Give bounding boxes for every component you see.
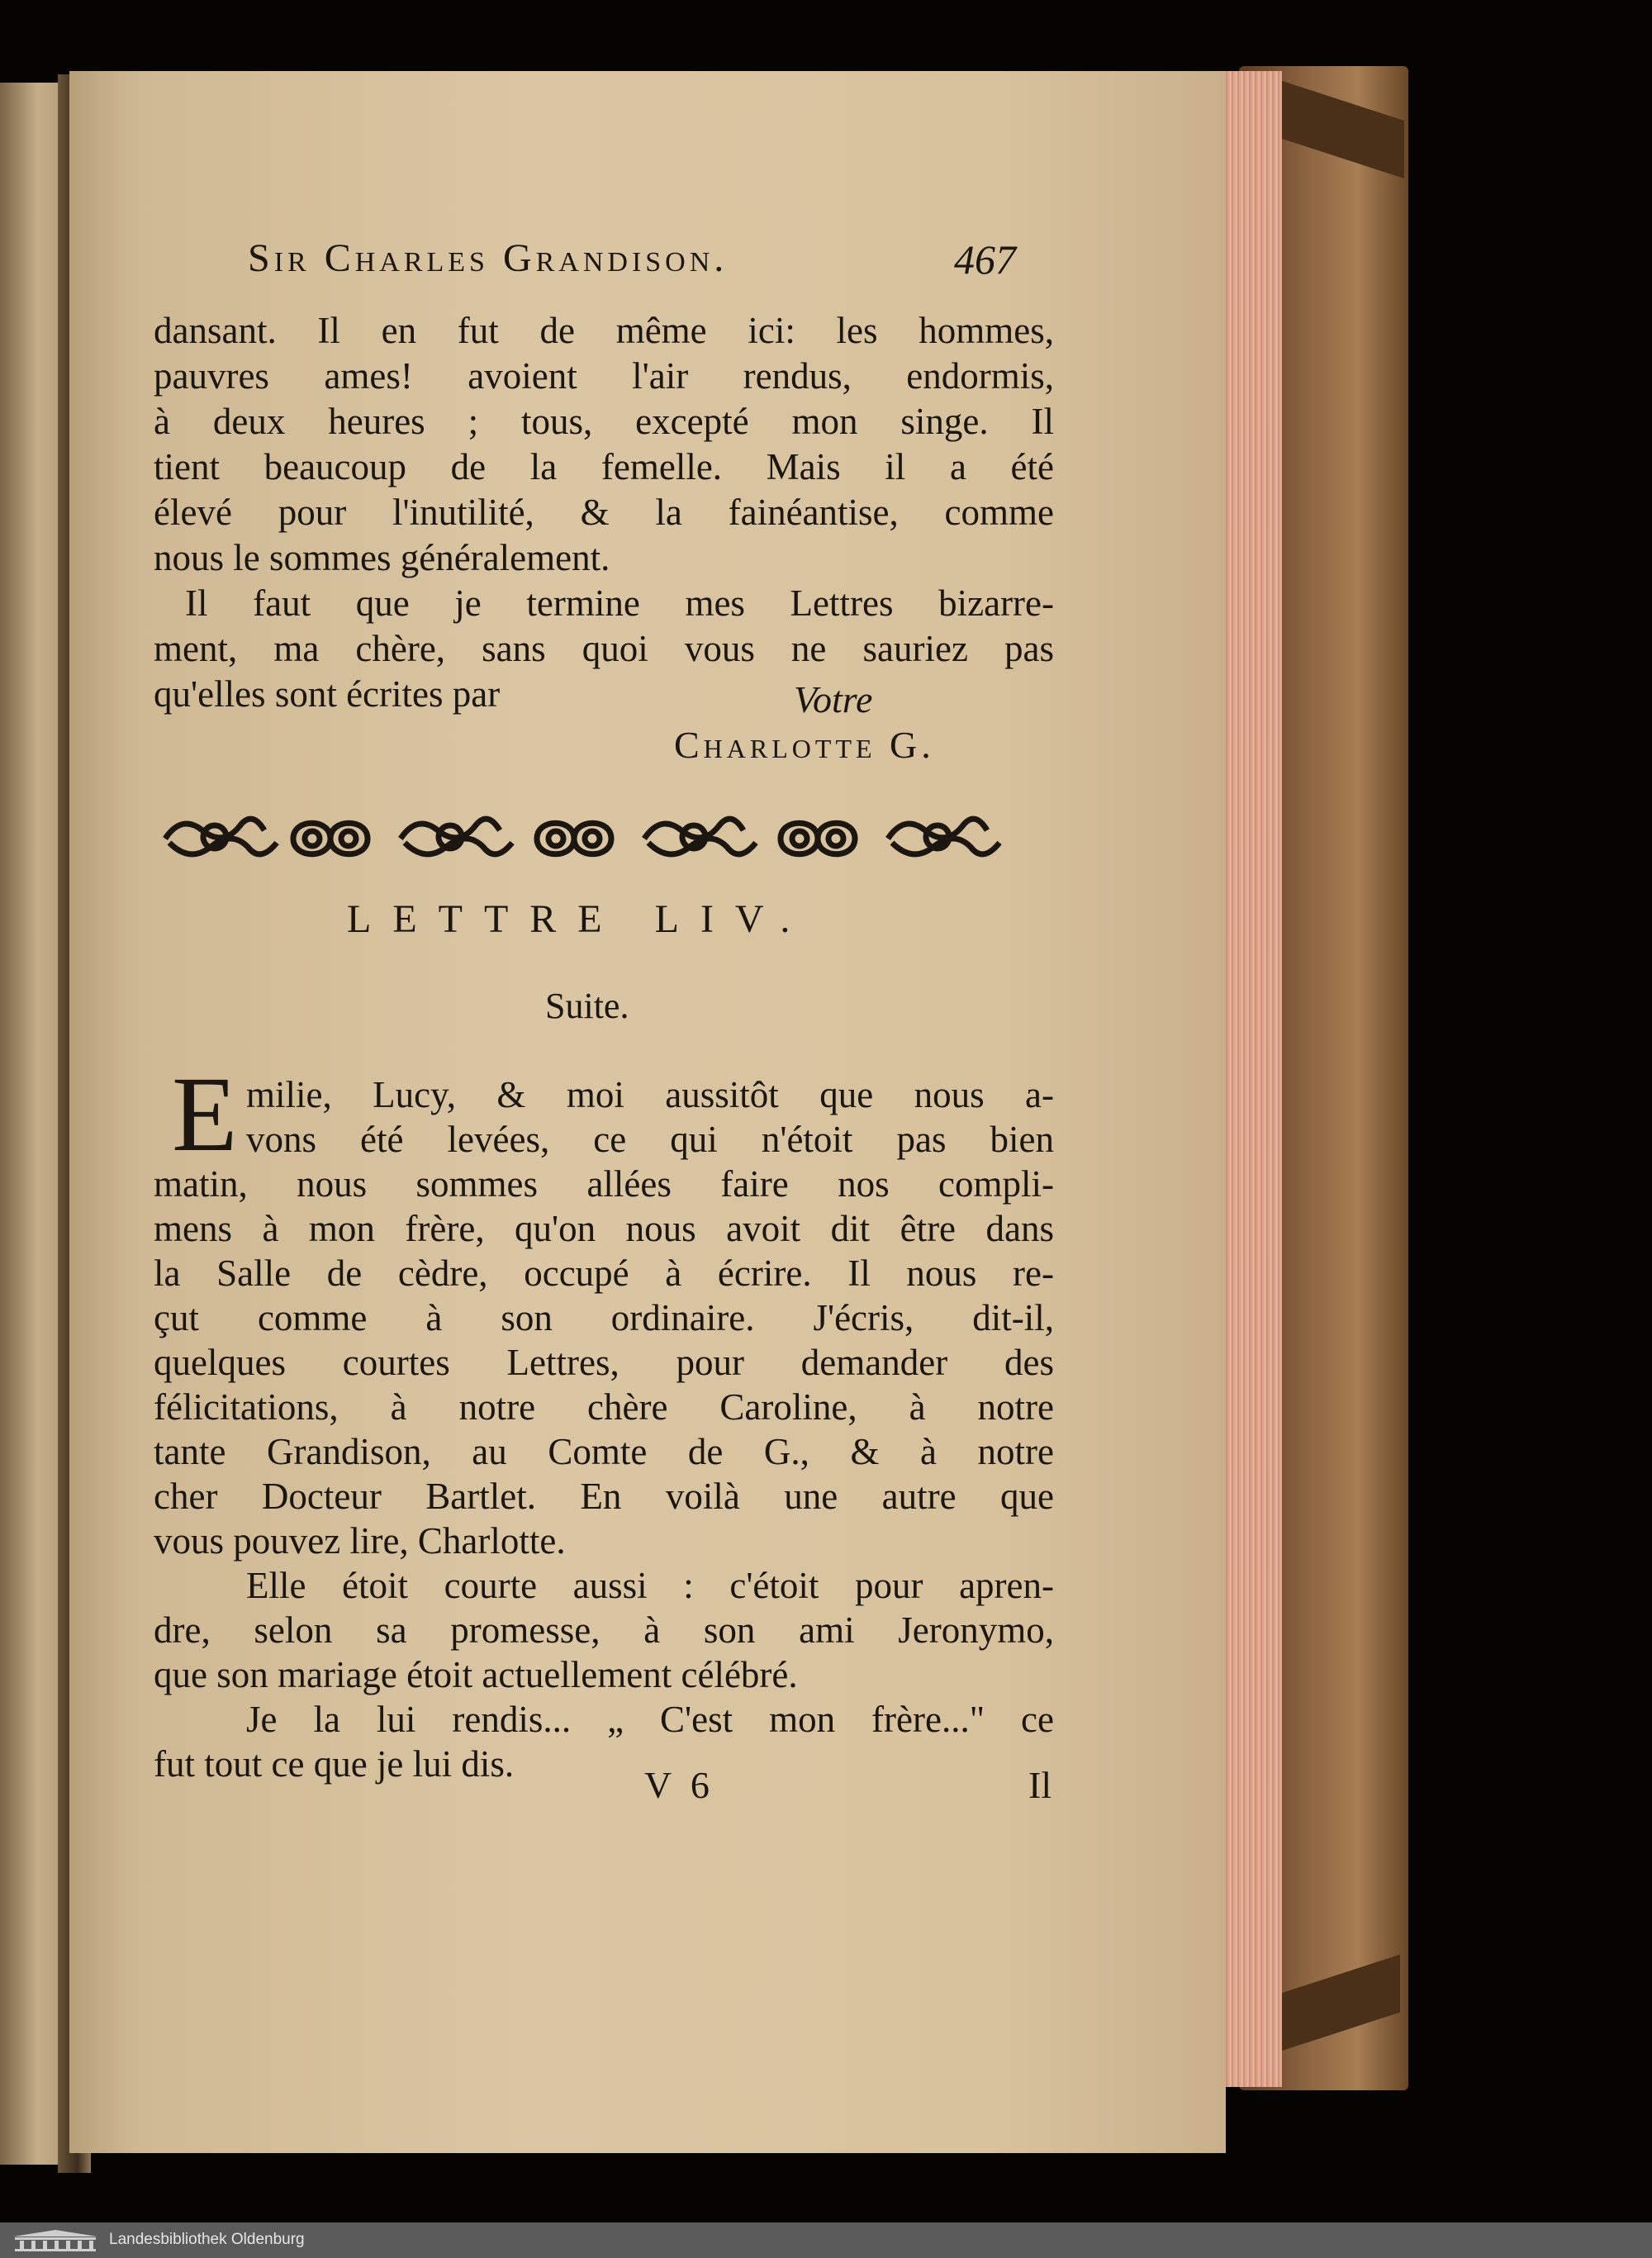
text-line: à deux heures ; tous, excepté mon singe. Il — [154, 401, 1054, 442]
text-line: cher Docteur Bartlet. En voilà une autre que — [154, 1476, 1054, 1517]
closing-salutation: Votre — [794, 678, 873, 720]
text-line: que son mariage étoit actuellement célébré. — [154, 1654, 798, 1695]
text-line: fut tout ce que je lui dis. — [154, 1743, 515, 1785]
letter-heading: LETTRE LIV. — [347, 897, 812, 941]
signature-mark: V 6 — [644, 1764, 714, 1806]
ornament-icon — [644, 819, 756, 854]
letter-subheading: Suite. — [545, 986, 629, 1026]
ornament-row — [157, 806, 1024, 872]
page-number: 467 — [954, 236, 1016, 283]
text-line: félicitations, à notre chère Caroline, à notre — [154, 1386, 1054, 1428]
text-line: tient beaucoup de la femelle. Mais il a été — [154, 446, 1054, 487]
library-name: Landesbibliothek Oldenburg — [109, 2231, 305, 2248]
page-edges — [1222, 71, 1282, 2087]
closing-signature: Charlotte G. — [674, 724, 935, 766]
catchword: Il — [1028, 1764, 1052, 1806]
text-line: ment, ma chère, sans quoi vous ne sauriez pas — [154, 628, 1054, 669]
text-line: la Salle de cèdre, occupé à écrire. Il nous re- — [154, 1253, 1054, 1294]
text-line: nous le sommes généralement. — [154, 537, 610, 578]
text-line: vous pouvez lire, Charlotte. — [154, 1520, 566, 1562]
text-line: dre, selon sa promesse, à son ami Jeronymo, — [154, 1609, 1054, 1651]
ornament-icon — [537, 823, 611, 854]
ornament-icon — [781, 823, 855, 854]
text-line: Il faut que je termine mes Lettres bizarre- — [185, 582, 1054, 624]
text-line: pauvres ames! avoient l'air rendus, endormis, — [154, 355, 1054, 397]
text-line: élevé pour l'inutilité, & la fainéantise, comme — [154, 492, 1054, 533]
running-title: Sir Charles Grandison. — [248, 236, 729, 280]
text-line: tante Grandison, au Comte de G., & à notre — [154, 1431, 1054, 1472]
ornament-icon — [165, 819, 277, 854]
ornament-icon — [888, 819, 999, 854]
text-line: mens à mon frère, qu'on nous avoit dit être dans — [154, 1208, 1054, 1249]
text-line: quelques courtes Lettres, pour demander des — [154, 1342, 1054, 1383]
text-line: milie, Lucy, & moi aussitôt que nous a- — [246, 1074, 1054, 1115]
text-line: çut comme à son ordinaire. J'écris, dit-il, — [154, 1297, 1054, 1338]
text-line: vons été levées, ce qui n'étoit pas bien — [246, 1119, 1054, 1160]
library-building-icon — [12, 2228, 99, 2251]
ornament-icon — [293, 823, 368, 854]
drop-cap: E — [172, 1055, 238, 1174]
running-head — [248, 235, 1016, 285]
text-line: matin, nous sommes allées faire nos compli- — [154, 1163, 1054, 1205]
text-line: Elle étoit courte aussi : c'étoit pour apren- — [246, 1565, 1054, 1606]
footer-bar — [0, 2222, 1652, 2258]
text-line: dansant. Il en fut de même ici: les hommes, — [154, 310, 1054, 351]
text-line: qu'elles sont écrites par — [154, 673, 501, 715]
ornament-icon — [401, 819, 512, 854]
text-line: Je la lui rendis... „ C'est mon frère..." ce — [246, 1699, 1054, 1740]
